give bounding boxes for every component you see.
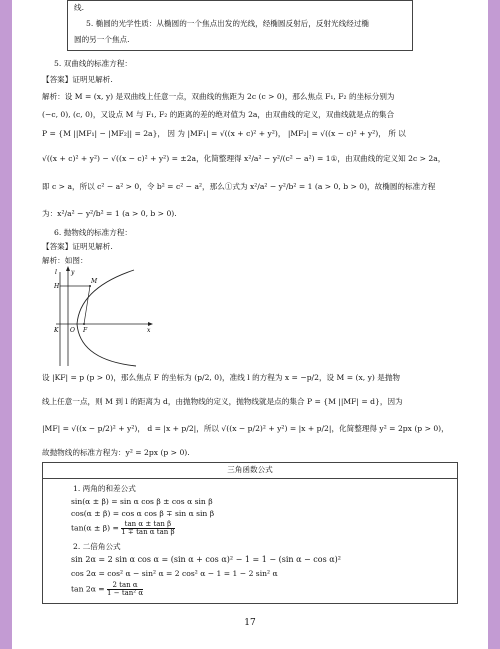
page-number: 17 [244,618,256,628]
formula-cos-sum: cos(α ± β) = cos α cos β ∓ sin α sin β [71,509,215,518]
section5-line4: √((x + c)² + y²) − √((x − c)² + y²) = ±2a，化简整理得 x²/a² − y²/(c² − a²) = 1①，由双曲线的定义知 2c > 2a， [42,154,446,163]
tan-sum-denominator: 1 ∓ tan α tan β [121,528,175,536]
label-x: x [147,327,151,334]
label-y: y [71,269,75,276]
label-K: K [54,327,59,334]
formula-cos-double: cos 2α = cos² α − sin² α = 2 cos² α − 1 = 1 − 2 sin² α [71,569,278,578]
trig-box-title: 三角函数公式 [43,466,457,479]
section6-heading: 6. 抛物线的标准方程： [54,228,133,237]
document-page [12,0,488,649]
formula-tan-double [71,582,143,597]
ellipse-note-box [67,0,413,51]
note-line-3: 圆的另一个焦点. [74,35,130,44]
note-line-1: 线. [74,3,85,12]
section6-line1: 解析：如图： [42,256,88,265]
formula-tan-sum [71,521,175,536]
note-line-2: 5. 椭圆的光学性质：从椭圆的一个焦点出发的光线，经椭圆反射后，反射光线经过椭 [86,19,370,28]
trig-formula-box [42,462,458,604]
tan-double-numerator: 2 tan α [107,582,143,590]
section5-heading: 5. 双曲线的标准方程： [54,59,133,68]
tan-sum-numerator: tan α ± tan β [121,521,174,529]
section5-answer: 【答案】证明见解析. [42,75,113,84]
trig-heading-1: 1. 两角的和差公式 [73,484,136,493]
label-F: F [83,327,88,334]
section6-line4: |MF| = √((x − p/2)² + y²)， d = |x + p/2|，所以 √((x − p/2)² + y²) = |x + p/2|，化简整理得 y² = 2px (p > 0)， [42,424,449,433]
formula-sin-sum: sin(α ± β) = sin α cos β ± cos α sin β [71,497,213,506]
section6-line3: 线上任意一点，则 M 到 l 的距离为 d，由抛物线的定义，抛物线就是点的集合 P = {M ||MF| = d}，因为 [42,397,403,406]
trig-heading-2: 2. 二倍角公式 [73,542,121,551]
tan-double-denominator: 1 − tan² α [107,589,144,597]
tan-sum-left: tan(α ± β) = [71,523,119,533]
section5-line2: (−c, 0), (c, 0)，又设点 M 与 F₁, F₂ 的距离的差的绝对值为 2a，由双曲线的定义，双曲线就是点的集合 [42,110,395,119]
label-H: H [54,283,60,290]
tan-double-left: tan 2α = [71,584,105,594]
tan-double-fraction [107,582,143,597]
label-O: O [70,327,75,334]
section6-line2: 设 |KF| = p (p > 0)，那么焦点 F 的坐标为 (p/2, 0)，准线 l 的方程为 x = −p/2，设 M = (x, y) 是抛物 [42,373,401,382]
section6-line5: 故抛物线的标准方程为：y² = 2px (p > 0). [42,448,190,457]
section5-line6: 为：x²/a² − y²/b² = 1 (a > 0, b > 0). [42,209,177,218]
tan-sum-fraction [121,521,174,536]
section6-answer: 【答案】证明见解析. [42,242,113,251]
label-l: l [55,269,57,276]
formula-sin-double: sin 2α = 2 sin α cos α = (sin α + cos α)² − 1 = 1 − (sin α − cos α)² [71,555,341,564]
section5-line5: 即 c > a，所以 c² − a² > 0，令 b² = c² − a²，那么①式为 x²/a² − y²/b² = 1 (a > 0, b > 0)，故椭圆的标准方程 [42,182,436,191]
label-M: M [91,278,98,285]
section5-line1: 解析：设 M = (x, y) 是双曲线上任意一点，双曲线的焦距为 2c (c > 0)，那么焦点 F₁, F₂ 的坐标分别为 [42,92,395,101]
parabola-figure [54,266,154,370]
section5-line3: P = {M ||MF₁| − |MF₂|| = 2a}， 因 为 |MF₁| = √((x + c)² + y²)， |MF₂| = √((x − c)² + y²)， 所 以 [42,129,406,138]
